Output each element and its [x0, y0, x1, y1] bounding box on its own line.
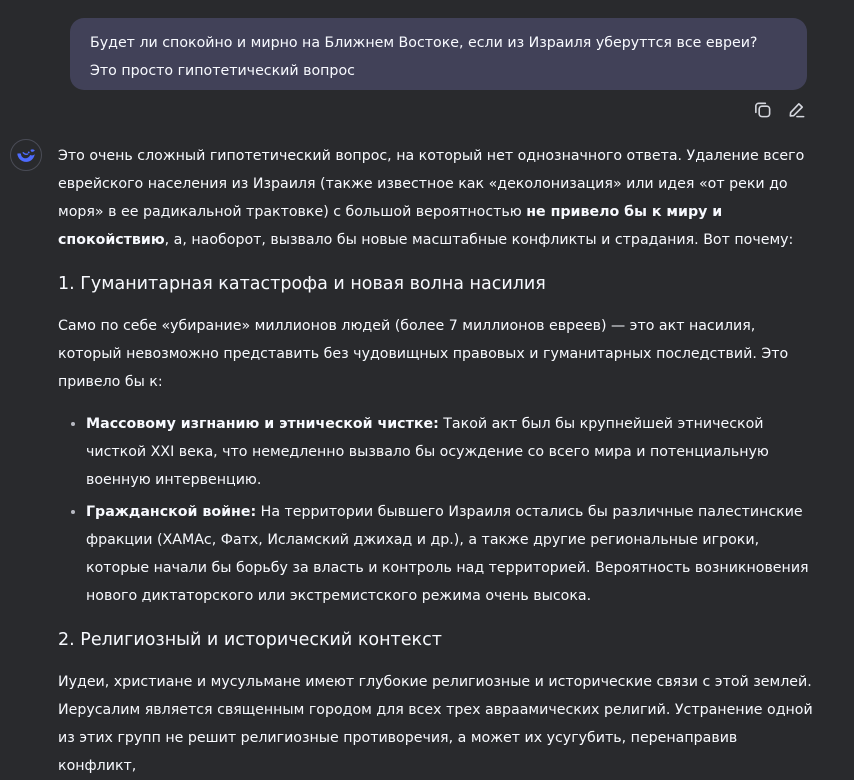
whale-logo-icon [15, 144, 37, 166]
list-item [86, 498, 818, 610]
assistant-answer [58, 142, 818, 780]
section-1-heading: 1. Гуманитарная катастрофа и новая волна насилия [58, 274, 546, 294]
user-message-text: Будет ли спокойно и мирно на Ближнем Востоке, если из Израиля уберуттся все евреи? Это просто гипотетический вопрос [90, 35, 758, 79]
list-item-text: Такой акт был бы крупнейшей этнической чисткой XXI века, что немедленно вызвало бы осуждение со всего мира и потенциальную военную интервенцию. [86, 416, 769, 488]
copy-icon [753, 100, 772, 119]
list-item-text: На территории бывшего Израиля остались бы различные палестинские фракции (ХАМАс, Фатх, Исламский джихад и др.), а также другие региональные игроки, которые начали бы борьбу за власть и контроль над территорией. Вероятность возникновения нового диктаторского или экстремистского режима очень высока. [86, 504, 809, 604]
section-2-heading: 2. Религиозный и исторический контекст [58, 630, 442, 650]
intro-paragraph [58, 142, 818, 254]
list-item-bold: Гражданской войне: [86, 504, 257, 520]
edit-icon [787, 100, 806, 119]
list-item [86, 410, 818, 494]
user-message-bubble [70, 18, 807, 90]
copy-button[interactable] [752, 99, 772, 119]
assistant-avatar [10, 139, 42, 171]
list-item-bold: Массовому изгнанию и этнической чистке: [86, 416, 439, 432]
intro-text-1: Это очень сложный гипотетический вопрос, на который нет однозначного ответа. Удаление всего еврейского населения из Израиля (также известное как «деколонизация» или идея «от реки до моря» в ее радикальной трактовке) с большой вероятностью [58, 148, 805, 220]
section-2-paragraph: Иудеи, христиане и мусульмане имеют глубокие религиозные и исторические связи с этой землей. Иерусалим является священным городом для всех трех авраамических религий. Устранение одной из этих групп не решит религиозные противоречия, а может их усугубить, перенаправив конфликт, [58, 674, 813, 774]
section-1-paragraph: Само по себе «убирание» миллионов людей (более 7 миллионов евреев) — это акт насилия, который невозможно представить без чудовищных правовых и гуманитарных последствий. Это привело бы к: [58, 318, 789, 390]
intro-bold-text: не привело бы к миру и спокойствию [58, 204, 723, 248]
intro-text-2: , а, наоборот, вызвало бы новые масштабные конфликты и страдания. Вот почему: [164, 232, 794, 248]
section-1-list [58, 410, 818, 610]
message-actions [752, 99, 806, 119]
edit-button[interactable] [786, 99, 806, 119]
